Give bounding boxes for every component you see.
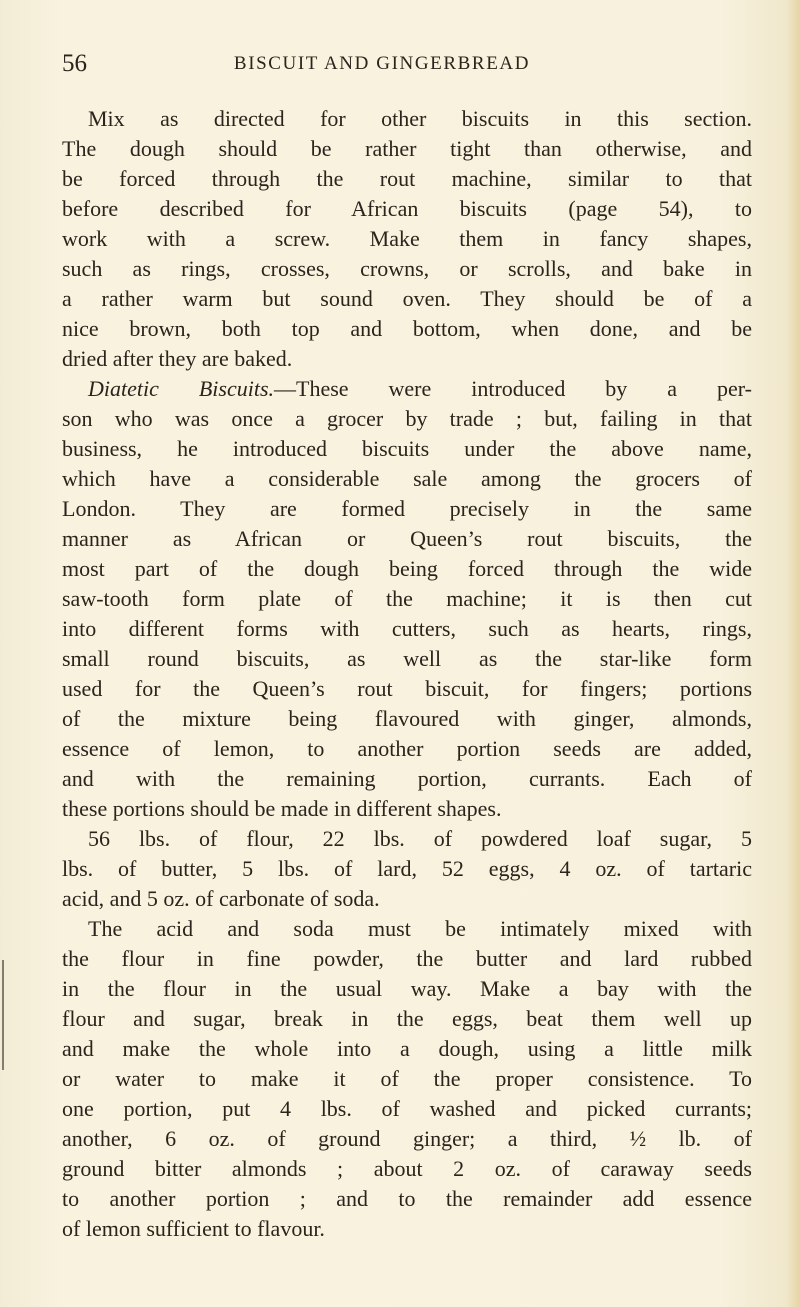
line-text: another, 6 oz. of ground ginger; a third, ½ lb. of: [62, 1126, 752, 1151]
line-text: work with a screw. Make them in fancy shapes,: [62, 226, 752, 251]
text-line: [62, 344, 752, 374]
text-line: [62, 224, 752, 254]
line-text: these portions should be made in different shapes.: [62, 796, 502, 821]
text-line: [62, 884, 752, 914]
text-line: [62, 494, 752, 524]
line-text: flour and sugar, break in the eggs, beat them well up: [62, 1006, 752, 1031]
line-text: to another portion ; and to the remainder add essence: [62, 1186, 752, 1211]
line-text: used for the Queen’s rout biscuit, for fingers; portions: [62, 676, 752, 701]
line-text: into different forms with cutters, such as hearts, rings,: [62, 616, 752, 641]
line-text: most part of the dough being forced through the wide: [62, 556, 752, 581]
text-line: [62, 284, 752, 314]
line-text: one portion, put 4 lbs. of washed and picked currants;: [62, 1096, 752, 1121]
page-edge-shadow: [786, 0, 800, 1307]
text-line: [62, 1214, 752, 1244]
text-line: [62, 1184, 752, 1214]
line-text: The acid and soda must be intimately mixed with: [88, 916, 752, 941]
line-text: or water to make it of the proper consistence. To: [62, 1066, 752, 1091]
text-line: [62, 164, 752, 194]
text-line: [62, 434, 752, 464]
line-text: dried after they are baked.: [62, 346, 293, 371]
line-text: manner as African or Queen’s rout biscuits, the: [62, 526, 752, 551]
text-line: [62, 404, 752, 434]
line-text: and with the remaining portion, currants. Each of: [62, 766, 752, 791]
page-number: 56: [62, 50, 87, 77]
text-line: [62, 734, 752, 764]
text-line: [62, 974, 752, 1004]
text-line: [62, 1124, 752, 1154]
line-text: The dough should be rather tight than otherwise, and: [62, 136, 752, 161]
line-text: Mix as directed for other biscuits in this section.: [88, 106, 752, 131]
line-text: of lemon sufficient to flavour.: [62, 1216, 325, 1241]
text-line: [62, 554, 752, 584]
line-text: ground bitter almonds ; about 2 oz. of caraway seeds: [62, 1156, 752, 1181]
text-line: [62, 854, 752, 884]
text-line: [62, 1094, 752, 1124]
text-line: [62, 524, 752, 554]
line-text: before described for African biscuits (page 54), to: [62, 196, 752, 221]
line-text: business, he introduced biscuits under the above name,: [62, 436, 752, 461]
text-line: [62, 584, 752, 614]
line-text: of the mixture being flavoured with ginger, almonds,: [62, 706, 752, 731]
line-text: nice brown, both top and bottom, when done, and be: [62, 316, 752, 341]
section-heading: Diatetic Biscuits.: [88, 376, 275, 401]
page-header: [62, 50, 752, 84]
text-line: [62, 644, 752, 674]
line-text: be forced through the rout machine, similar to that: [62, 166, 752, 191]
text-line: [62, 314, 752, 344]
text-line: [62, 134, 752, 164]
text-line: [62, 704, 752, 734]
text-line: [62, 1064, 752, 1094]
line-text: 56 lbs. of flour, 22 lbs. of powdered loaf sugar, 5: [88, 826, 752, 851]
text-line: [62, 374, 752, 404]
text-line: [62, 464, 752, 494]
line-text: —These were introduced by a per-: [274, 376, 753, 401]
text-line: [62, 614, 752, 644]
text-line: [62, 194, 752, 224]
running-head: BISCUIT AND GINGERBREAD: [233, 53, 531, 74]
text-line: [62, 794, 752, 824]
line-text: which have a considerable sale among the grocers of: [62, 466, 752, 491]
text-line: [62, 254, 752, 284]
text-line: [62, 1004, 752, 1034]
line-text: small round biscuits, as well as the star-like form: [62, 646, 752, 671]
line-text: essence of lemon, to another portion seeds are added,: [62, 736, 752, 761]
line-text: in the flour in the usual way. Make a bay with the: [62, 976, 752, 1001]
line-text: such as rings, crosses, crowns, or scrolls, and bake in: [62, 256, 752, 281]
text-line: [62, 944, 752, 974]
line-text: acid, and 5 oz. of carbonate of soda.: [62, 886, 380, 911]
line-text: saw-tooth form plate of the machine; it is then cut: [62, 586, 752, 611]
text-line: [62, 1034, 752, 1064]
line-text: lbs. of butter, 5 lbs. of lard, 52 eggs, 4 oz. of tartaric: [62, 856, 752, 881]
line-text: and make the whole into a dough, using a little milk: [62, 1036, 752, 1061]
line-text: son who was once a grocer by trade ; but, failing in that: [62, 406, 752, 431]
line-text: a rather warm but sound oven. They should be of a: [62, 286, 752, 311]
text-line: [62, 914, 752, 944]
binding-edge-mark: [2, 960, 4, 1070]
text-line: [62, 104, 752, 134]
text-line: [62, 764, 752, 794]
text-line: [62, 824, 752, 854]
text-line: [62, 1154, 752, 1184]
line-text: the flour in fine powder, the butter and lard rubbed: [62, 946, 752, 971]
body-text: [62, 104, 752, 1244]
line-text: London. They are formed precisely in the same: [62, 496, 752, 521]
text-line: [62, 674, 752, 704]
